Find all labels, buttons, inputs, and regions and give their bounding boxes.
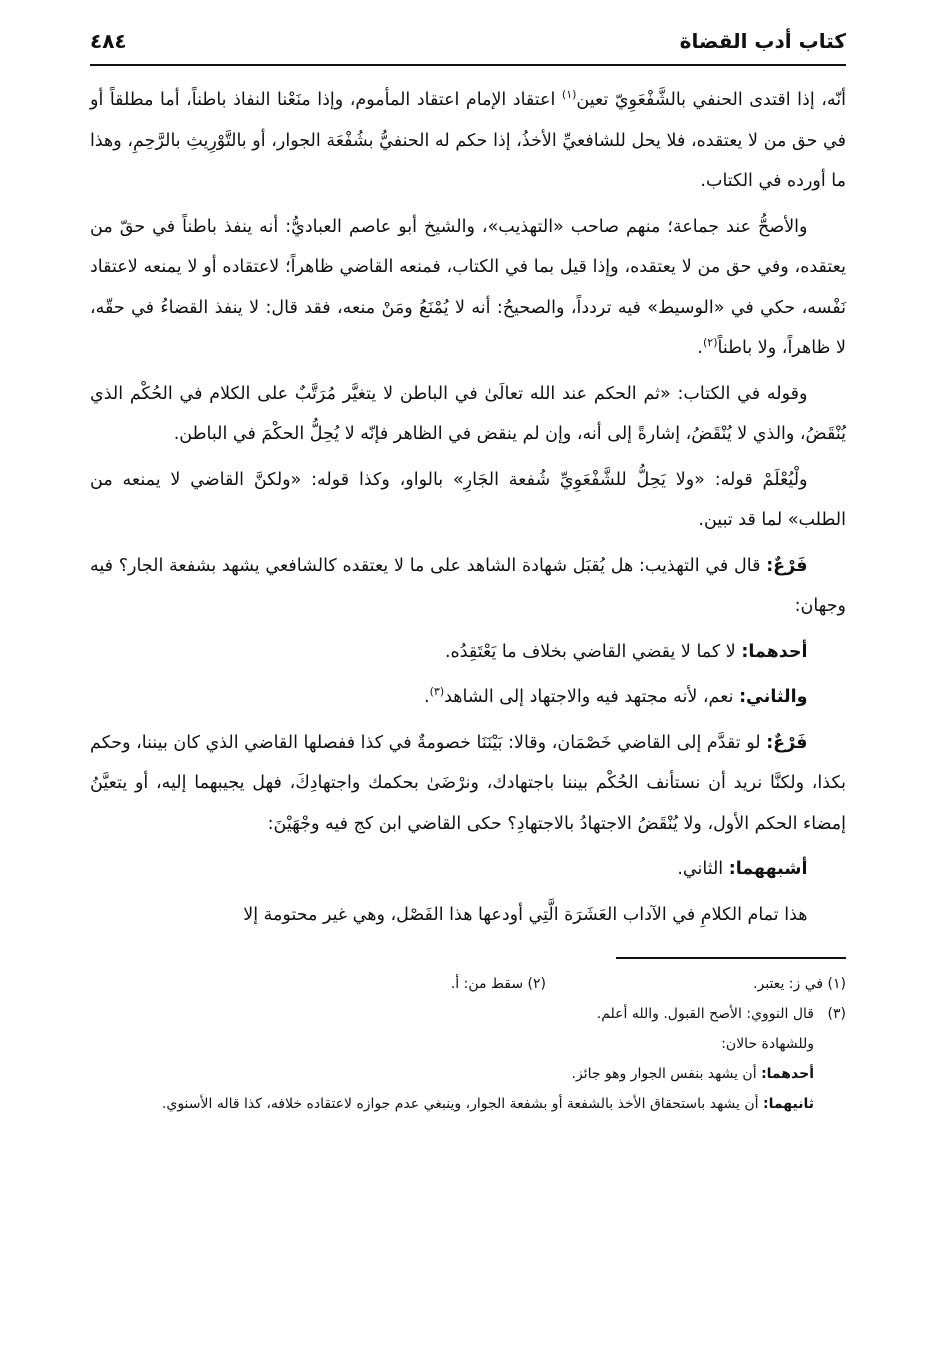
branch-heading: فَرْعٌ: [766,555,808,576]
footnote-ref-2: (٢) [702,336,718,350]
paragraph-8: فَرْعٌ: لو تقدَّم إلى القاضي خَصْمَان، وقالا: بَيْنَنَا خصومةٌ في كذا ففصلها القاضي الذي كان بيننا، وحكم بكذا، ولكنَّا نريد أن نستأنف الحُكْم بيننا باجتهادك، ونرْضَىٰ بحكمك واجتهادِكَ، فهل يجيبهما إليه، أو يتعيَّنُ إمضاء الحكم الأول، ولا يُنْقَضُ الاجتهادُ بالاجتهادِ؟ حكى القاضي ابن كج فيه وجْهَيْنَ: [90,732,846,834]
paragraph-2: والأصحُّ عند جماعة؛ منهم صاحب «التهذيب»، والشيخ أبو عاصم العباديُّ: أنه ينفذ باطناً في حقّ من يعتقده، وفي حق من لا يعتقده، وإذا قيل بما في الكتاب، فمنعه القاضي ظاهراً؛ لاعتقاده أو لا يمنعه لاعتقاد نَفْسه، حكي في «الوسيط» فيه تردداً، والصحيحُ: أنه لا يُمْنَعُ ومَنْ منعه، فقد قال: لا ينفذ القضاءُ في حقّه، لا ظاهراً، ولا باطناً$^{(٢)}$. [90,216,846,358]
footnote-3: (٣)قال النووي: الأصح القبول. والله أعلم. وللشهادة حالان: أحدهما: أن يشهد بنفس الجوار وهو جائز. ثانيهما: أن يشهد باستحقاق الأخذ بالشفعة أو بشفعة الجوار، وينبغي عدم جوازه لاعتقاده خلافه، كذا قاله الأسنوي. [161,1006,846,1112]
paragraph-7: والثاني: نعم، لأنه مجتهد فيه والاجتهاد إلى الشاهد$^{(٣)}$. [424,685,808,707]
paragraph-10: هذا تمام الكلامِ في الآداب العَشَرَة الَّتِي أودعها هذا الفَصْل، وهي غير محتومة إلا [243,904,808,925]
paragraph-4: ولْيُعْلَمْ قوله: «ولا يَحِلُّ للشَّفْعَوِيِّ شُفعة الجَارِ» بالواو، وكذا قوله: «ولكنَّ القاضي لا يمنعه من الطلب» لما قد تبين. [90,469,846,530]
page-number: ٤٨٤ [90,29,127,53]
paragraph-9: أشبههما: الثاني. [677,859,808,879]
footnote-rule [616,957,846,959]
footnote-1: (١) في ز: يعتبر. [753,976,846,992]
main-text [90,80,846,935]
header-rule [90,64,846,66]
second-view-heading: والثاني: [739,687,808,707]
paragraph-1: أنّه، إذا اقتدى الحنفي بالشَّفْعَوِيّ تعين$^{(١)}$ اعتقاد الإمام اعتقاد المأموم، وإذا منَعْنا النفاذ باطناً، أما مطلقاً أو في حق من لا يعتقده، فلا يحل للشافعيِّ الأخذُ، إذا حكم له الحنفيُّ بشُفْعَة الجوار، أو بالتَّوْرِيثِ بالرَّحِمِ، وهذا ما أورده في الكتاب. [90,88,846,191]
branch-heading: فَرْعٌ: [766,732,808,753]
preferred-view-heading: أشبههما: [728,859,808,879]
footnote-ref-3: (٣) [429,685,445,699]
first-view-heading: أحدهما: [741,641,808,662]
book-page [90,24,846,1324]
paragraph-6: أحدهما: لا كما لا يقضي القاضي بخلاف ما يَعْتَقِدُه. [444,641,808,662]
running-head [90,24,846,58]
book-title: كتاب أدب القضاة [679,29,846,53]
footnote-2: (٢) سقط من: أ. [450,976,546,992]
footnotes [90,969,846,1119]
paragraph-3: وقوله في الكتاب: «ثم الحكم عند الله تعالَىٰ في الباطن لا يتغيَّر مُرَتَّبٌ على الكلام في الحُكْم الذي يُنْقَضُ، والذي لا يُنْقَضُ، إشارةً إلى أنه، وإن لم ينقض في الظاهر فإنّه لا يُحِلُّ الحكْمَ في الباطن. [90,383,846,444]
footnote-row-1-2 [90,969,846,999]
paragraph-5: فَرْعٌ: قال في التهذيب: هل يُقبَل شهادة الشاهد على ما لا يعتقده كالشافعي يشهد بشفعة الجار؟ فيه وجهان: [90,555,846,616]
footnote-ref-1: (١) [561,88,577,102]
